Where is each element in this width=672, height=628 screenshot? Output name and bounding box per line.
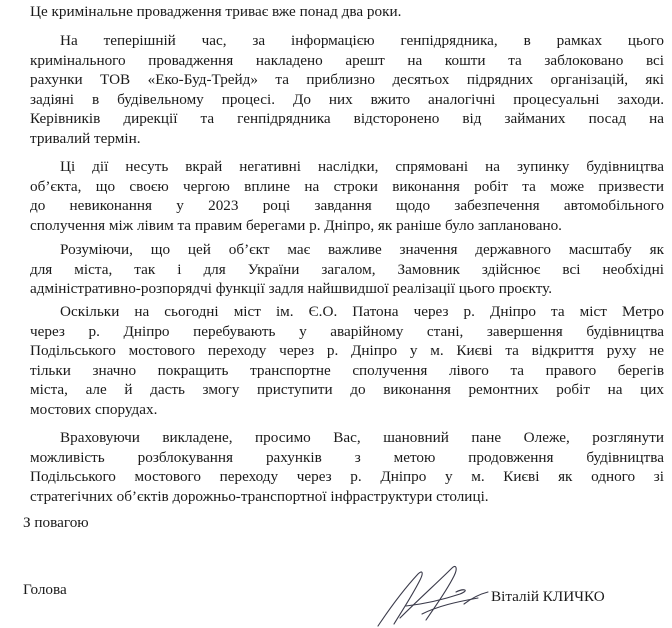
handwritten-signature	[360, 548, 560, 628]
text-line: до невиконання у 2023 році завдання щодо забезпечення автомобільного	[30, 197, 664, 215]
text-line: рахунки ТОВ «Еко-Буд-Трейд» та приблизно десятьох підрядних організацій, які	[30, 71, 664, 89]
text-line: Подільського мостового переходу через р. Дніпро у м. Києві та відкриття руху не	[30, 342, 664, 360]
text-line: Враховуючи викладене, просимо Вас, шановний пане Олеже, розглянути	[60, 429, 664, 446]
text-line: Ці дії несуть вкрай негативні наслідки, спрямовані на зупинку будівництва	[60, 158, 664, 175]
text-line: тільки значно покращить транспортне сполучення лівого та правого берегів	[30, 361, 664, 379]
text-line: через р. Дніпро перебувають у аварійному стані, завершення будівництва	[30, 322, 664, 340]
text-line: Керівників дирекції та генпідрядника відсторонено від займаних посад на	[30, 110, 664, 128]
text-line: стратегічних об’єктів дорожньо-транспортної інфраструктури столиці.	[30, 487, 489, 505]
text-line: міста, але й дасть змогу приступити до виконання ремонтних робіт на цих	[30, 381, 664, 399]
text-line: Це кримінальне провадження триває вже понад два роки.	[30, 3, 402, 20]
paragraph-4	[30, 240, 664, 299]
paragraph-3	[30, 157, 664, 235]
text-line: задіяні в будівельному процесі. До них вжито аналогічні процесуальні заходи.	[30, 90, 664, 108]
closing-salutation: З повагою	[23, 514, 89, 531]
text-line: мостових спорудах.	[30, 400, 158, 418]
text-line: можливість розблокування рахунків з метою продовження будівництва	[30, 448, 664, 466]
signatory-position: Голова	[23, 581, 67, 598]
text-line: кримінального провадження накладено арешт на кошти та заблоковано всі	[30, 51, 664, 69]
text-line: Подільського мостового переходу через р. Дніпро у м. Києві як одного зі	[30, 468, 664, 486]
text-line: На теперішній час, за інформацією генпідрядника, в рамках цього	[60, 32, 664, 49]
paragraph-6	[30, 428, 664, 506]
text-line: Оскільки на сьогодні міст ім. Є.О. Патона через р. Дніпро та міст Метро	[60, 303, 664, 320]
text-line: об’єкта, що своєю чергою вплине на строки виконання робіт та може призвести	[30, 177, 664, 195]
text-line: Розуміючи, що цей об’єкт має важливе значення державного масштабу як	[60, 241, 664, 258]
text-line: сполучення між лівим та правим берегами р. Дніпро, як раніше було заплановано.	[30, 216, 562, 234]
signatory-name: Віталій КЛИЧКО	[491, 588, 605, 605]
text-line: для міста, так і для України загалом, Замовник здійснює всі необхідні	[30, 260, 664, 278]
paragraph-2	[30, 31, 664, 149]
paragraph-5	[30, 302, 664, 420]
text-line: адміністративно-розпорядчі функції задля найшвидшої реалізації цього проєкту.	[30, 280, 553, 298]
text-line: тривалий термін.	[30, 129, 141, 147]
paragraph-1	[30, 2, 664, 22]
